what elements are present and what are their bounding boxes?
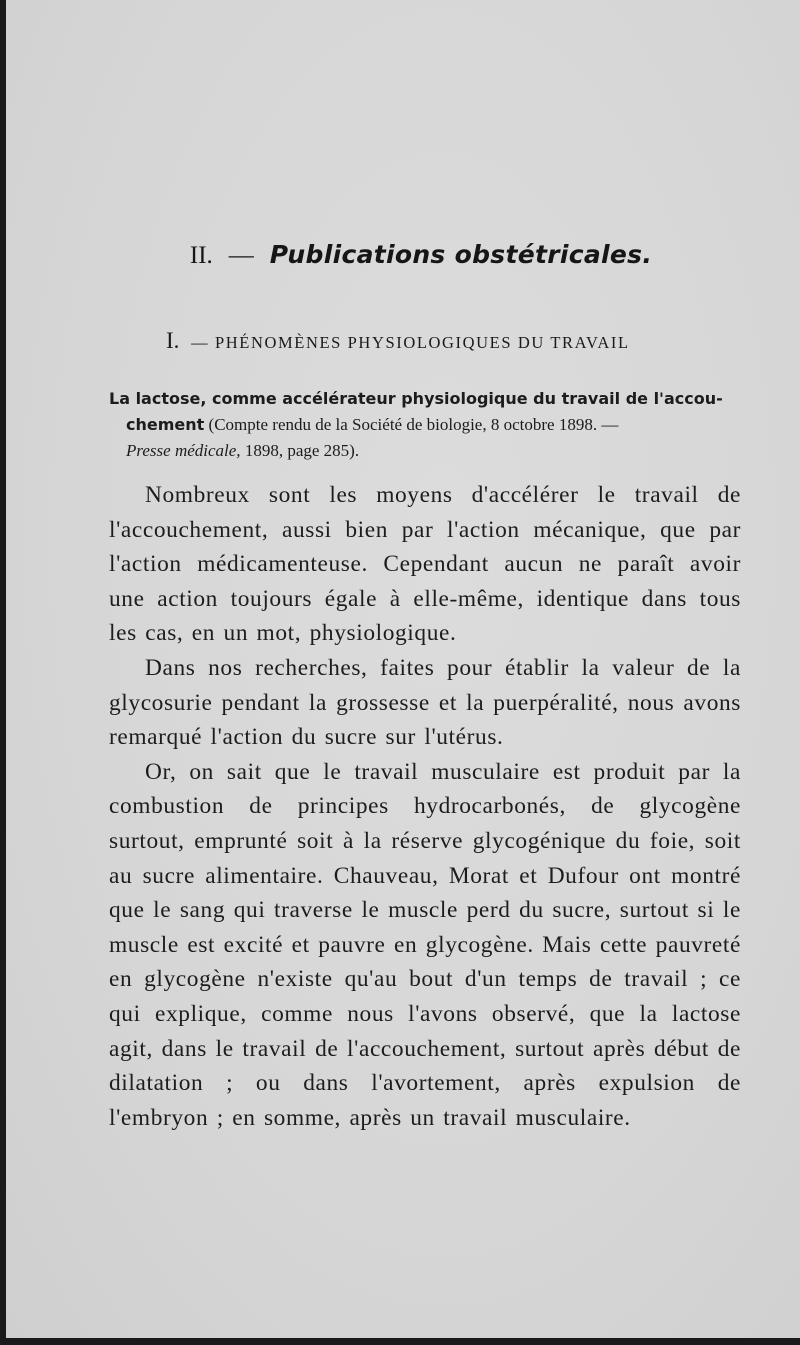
paragraph-1: Nombreux sont les moyens d'accélérer le travail de l'accouchement, aussi bien par l'action mécanique, que par l'action médicamenteuse. Cependant aucun ne paraît avoir une action toujours égale à elle-même, identique dans tous les cas, en un mot, physiologique. xyxy=(109,482,741,647)
citation-journal: Presse médicale, xyxy=(126,441,241,460)
citation-continuation xyxy=(109,412,749,438)
subsection-dash: — xyxy=(191,333,210,352)
citation-title-line1: La lactose, comme accélérateur physiologique du travail de l'accou- xyxy=(109,389,723,408)
section-title: Publications obstétricales. xyxy=(269,240,653,269)
paragraph-3: Or, on sait que le travail musculaire est produit par la combustion de principes hydrocarbonés, de glycogène surtout, emprunté soit à la réserve glycogénique du foie, soit au sucre alimentaire. Chauveau, Morat et Dufour ont montré que le sang qui traverse le muscle perd du sucre, surtout si le muscle est excité et pauvre en glycogène. Mais cette pauvreté en glycogène n'existe qu'au bout d'un temps de travail ; ce qui explique, comme nous l'avons observé, que la lactose agit, dans le travail de l'accouchement, surtout après début de dilatation ; ou dans l'avortement, après expulsion de l'embryon ; en somme, après un travail musculaire. xyxy=(109,758,741,1131)
subsection-number: I. xyxy=(166,328,180,353)
paragraph-2: Dans nos recherches, faites pour établir la valeur de la glycosurie pendant la grossesse et la puerpéralité, nous avons remarqué l'action du sucre sur l'utérus. xyxy=(109,654,741,751)
section-dash: — xyxy=(228,242,254,269)
citation-continuation-2 xyxy=(109,438,749,464)
citation-title-line2: chement xyxy=(126,415,205,434)
section-heading xyxy=(24,240,800,270)
body-text xyxy=(109,478,741,1135)
section-number: II. xyxy=(189,242,213,269)
subsection-title: PHÉNOMÈNES PHYSIOLOGIQUES DU TRAVAIL xyxy=(215,333,630,352)
citation-source-line1: (Compte rendu de la Société de biologie, 8 octobre 1898. — xyxy=(204,415,619,434)
citation-block xyxy=(109,386,749,464)
subsection-heading xyxy=(166,328,630,354)
citation-source-line2: 1898, page 285). xyxy=(240,441,360,460)
scanned-page xyxy=(6,0,800,1338)
